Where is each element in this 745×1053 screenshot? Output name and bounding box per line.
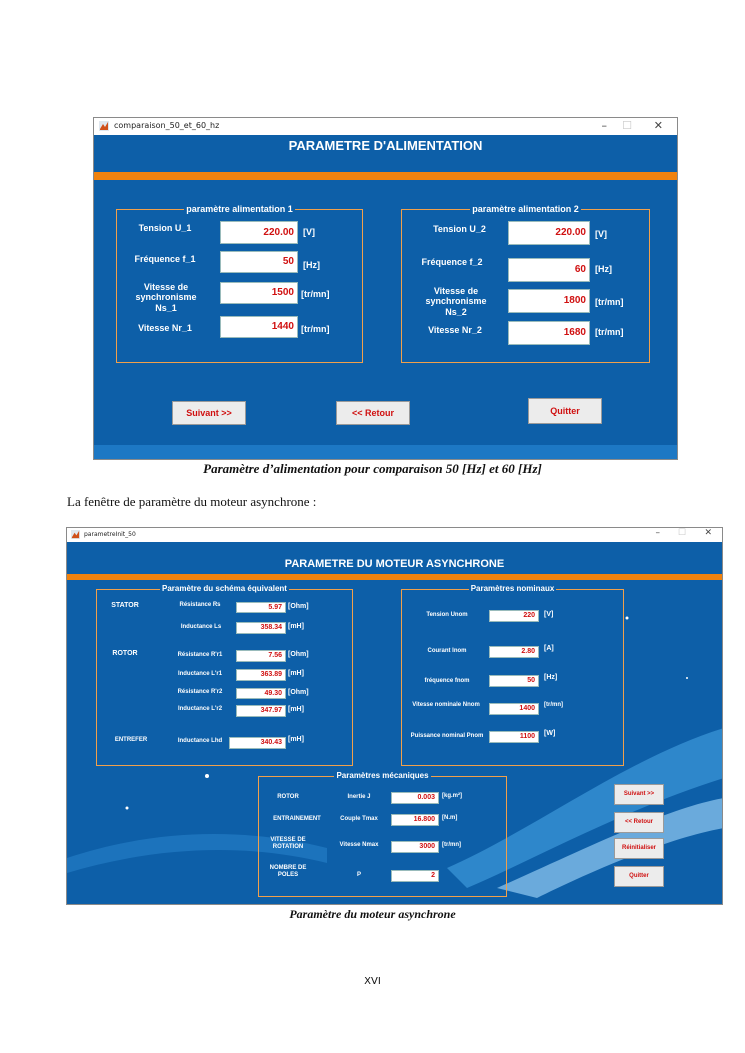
fnom-unit: [Hz] (544, 674, 558, 681)
freq-label-1: Fréquence f_1 (134, 254, 196, 264)
quit-button[interactable]: Quitter (528, 398, 602, 424)
window-title: parametreInit_50 (84, 531, 136, 538)
tmax-label: Couple Tmax (340, 816, 378, 822)
tension-unit-2: [V] (595, 229, 607, 239)
rr2-unit: [Ohm] (288, 689, 309, 696)
window-title: comparaison_50_et_60_hz (114, 121, 220, 130)
vsync-unit-2: [tr/mn] (595, 297, 624, 307)
mech-rotor-label: ROTOR (277, 794, 299, 800)
vnr-unit-1: [tr/mn] (301, 324, 330, 334)
figure-caption-1: Paramètre d’alimentation pour comparaison 50 [Hz] et 60 [Hz] (203, 461, 542, 476)
freq-input-1[interactable]: 50 (220, 251, 298, 273)
inom-input[interactable]: 2.80 (489, 646, 539, 658)
close-icon[interactable]: ✕ (704, 528, 712, 538)
rr1-label: Résistance R'r1 (177, 652, 223, 658)
inertia-label: Inertie J (347, 794, 371, 800)
tension-label-1: Tension U_1 (138, 223, 192, 233)
tension-unit-1: [V] (303, 227, 315, 237)
unom-unit: [V] (544, 611, 554, 618)
lr1-unit: [mH] (288, 670, 304, 677)
vsync-input-2[interactable]: 1800 (508, 289, 590, 313)
ls-input[interactable]: 358.34 (236, 622, 286, 634)
ls-unit: [mH] (288, 623, 304, 630)
group-legend: Paramètres mécaniques (336, 771, 429, 780)
lr2-label: Inductance L'r2 (177, 706, 223, 712)
lhd-label: Inductance Lhd (177, 738, 223, 744)
lr2-unit: [mH] (288, 706, 304, 713)
vnr-label-2: Vitesse Nr_2 (428, 325, 482, 335)
freq-input-2[interactable]: 60 (508, 258, 590, 282)
tension-input-1[interactable]: 220.00 (220, 221, 298, 244)
tmax-input[interactable]: 16.800 (391, 814, 439, 826)
group-legend: Paramètres nominaux (470, 584, 555, 593)
nnom-unit: [tr/mn] (544, 702, 563, 708)
vsync-unit-1: [tr/mn] (301, 289, 330, 299)
rs-unit: [Ohm] (288, 603, 309, 610)
pnom-input[interactable]: 1100 (489, 731, 539, 743)
title-bar (94, 118, 677, 135)
inertia-input[interactable]: 0.003 (391, 792, 439, 804)
vnr-input-1[interactable]: 1440 (220, 316, 298, 338)
orange-divider (94, 172, 677, 180)
rs-input[interactable]: 5.97 (236, 602, 286, 613)
lr1-label: Inductance L'r1 (177, 671, 223, 677)
rr2-input[interactable]: 49.30 (236, 688, 286, 699)
rr1-input[interactable]: 7.56 (236, 650, 286, 662)
vsync-label-1: Vitesse de synchronisme Ns_1 (135, 282, 197, 313)
lhd-unit: [mH] (288, 736, 304, 743)
rotor-label: ROTOR (112, 650, 138, 657)
vnr-input-2[interactable]: 1680 (508, 321, 590, 345)
inom-unit: [A] (544, 645, 554, 652)
unom-label: Tension Unom (426, 612, 468, 618)
vsync-label-2: Vitesse de synchronisme Ns_2 (425, 286, 487, 317)
window-alimentation (93, 117, 678, 460)
maximize-icon[interactable]: ☐ (622, 119, 632, 132)
nnom-input[interactable]: 1400 (489, 703, 539, 715)
freq-unit-1: [Hz] (303, 260, 320, 270)
lr1-input[interactable]: 363.89 (236, 669, 286, 681)
pnom-label: Puissance nominal Pnom (410, 733, 484, 739)
vitesse-rotation-label: VITESSE DE ROTATION (270, 837, 306, 850)
page-title: PARAMETRE DU MOTEUR ASYNCHRONE (284, 558, 505, 570)
tension-input-2[interactable]: 220.00 (508, 221, 590, 245)
title-bar (67, 528, 722, 542)
next-button[interactable]: Suivant >> (614, 784, 664, 805)
reset-button[interactable]: Réinitialiser (614, 838, 664, 859)
unom-input[interactable]: 220 (489, 610, 539, 622)
minimize-icon[interactable]: – (601, 119, 607, 132)
stator-label: STATOR (111, 602, 139, 609)
bottom-strip (94, 445, 677, 459)
tmax-unit: [N.m] (442, 815, 458, 821)
rs-label: Résistance Rs (179, 602, 221, 608)
group-legend: Paramètre du schéma équivalent (162, 584, 287, 593)
nmax-label: Vitesse Nmax (339, 842, 379, 848)
vnr-label-1: Vitesse Nr_1 (138, 323, 192, 333)
nmax-input[interactable]: 3000 (391, 841, 439, 853)
freq-unit-2: [Hz] (595, 264, 612, 274)
inom-label: Courant Inom (427, 648, 467, 654)
lhd-input[interactable]: 340.43 (229, 737, 286, 749)
figure-caption-2: Paramètre du moteur asynchrone (289, 907, 456, 921)
orange-divider (67, 574, 722, 580)
nmax-unit: [tr/mn] (442, 842, 461, 848)
p-label: P (356, 872, 361, 878)
back-button[interactable]: << Retour (336, 401, 410, 425)
maximize-icon[interactable]: ☐ (677, 528, 686, 538)
entrainement-label: ENTRAINEMENT (273, 816, 321, 822)
fnom-input[interactable]: 50 (489, 675, 539, 687)
entrefer-label: ENTREFER (114, 737, 148, 743)
vsync-input-1[interactable]: 1500 (220, 282, 298, 304)
rr1-unit: [Ohm] (288, 651, 309, 658)
close-icon[interactable]: ✕ (653, 119, 663, 132)
nnom-label: Vitesse nominale Nnom (412, 702, 480, 708)
page-number: XVI (364, 976, 381, 987)
group-legend: paramètre alimentation 1 (186, 204, 293, 214)
ls-label: Inductance Ls (180, 624, 222, 630)
tension-label-2: Tension U_2 (433, 224, 486, 234)
quit-button[interactable]: Quitter (614, 866, 664, 887)
body-paragraph: La fenêtre de paramètre du moteur asynchrone : (67, 494, 317, 509)
p-input[interactable]: 2 (391, 870, 439, 882)
back-button[interactable]: << Retour (614, 812, 664, 833)
minimize-icon[interactable]: – (655, 528, 660, 538)
matlab-icon (99, 121, 109, 131)
page-title: PARAMETRE D'ALIMENTATION (288, 138, 483, 153)
matlab-icon (71, 530, 80, 539)
lr2-input[interactable]: 347.97 (236, 705, 286, 717)
vnr-unit-2: [tr/mn] (595, 327, 624, 337)
freq-label-2: Fréquence f_2 (421, 257, 483, 267)
next-button[interactable]: Suivant >> (172, 401, 246, 425)
rr2-label: Résistance R'r2 (177, 689, 223, 695)
window-moteur (66, 527, 723, 905)
fnom-label: fréquence fnom (424, 678, 470, 684)
nombre-poles-label: NOMBRE DE POLES (269, 865, 307, 878)
pnom-unit: [W] (544, 730, 556, 737)
inertia-unit: [kg.m²] (442, 793, 462, 799)
group-legend: paramètre alimentation 2 (472, 204, 579, 214)
